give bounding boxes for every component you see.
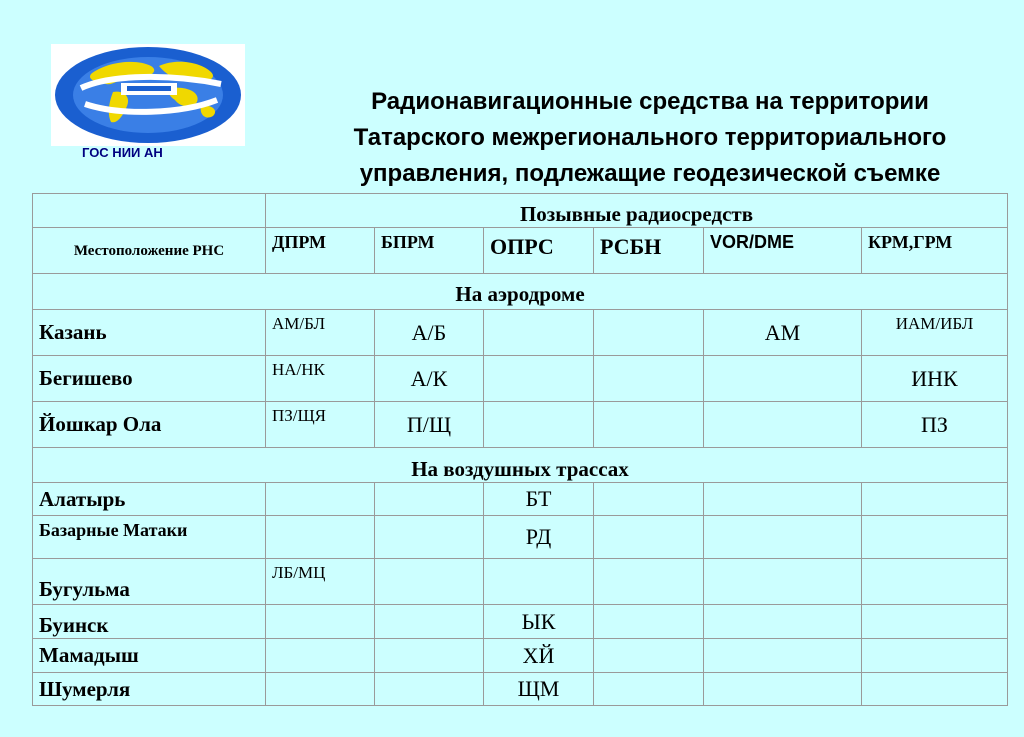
- table-cell: [484, 310, 594, 356]
- table-row: [33, 402, 1008, 448]
- location-name: Йошкар Ола: [33, 402, 266, 448]
- table-cell: ИНК: [862, 356, 1008, 402]
- table-row: [33, 483, 1008, 516]
- table-cell: [484, 559, 594, 605]
- section-row: [33, 448, 1008, 483]
- table-cell: [375, 605, 484, 639]
- location-name: Мамадыш: [33, 639, 266, 673]
- table-row: [33, 639, 1008, 673]
- column-header-oprs: ОПРС: [484, 228, 594, 274]
- table-cell: ПЗ/ЩЯ: [266, 402, 375, 448]
- table-cell: [594, 516, 704, 559]
- table-row: [33, 310, 1008, 356]
- table-cell: П/Щ: [375, 402, 484, 448]
- section-row: [33, 274, 1008, 310]
- navaids-table: [32, 193, 1008, 706]
- column-header-krm-grm: КРМ,ГРМ: [862, 228, 1008, 274]
- table-row: [33, 356, 1008, 402]
- column-header-bprm: БПРМ: [375, 228, 484, 274]
- table-cell: [704, 673, 862, 706]
- table-cell: [862, 559, 1008, 605]
- location-name: Бегишево: [33, 356, 266, 402]
- table-cell: [594, 356, 704, 402]
- table-cell: [375, 516, 484, 559]
- page-title: [300, 84, 1000, 192]
- table-cell: [704, 516, 862, 559]
- section-title-aerodrome: На аэродроме: [33, 274, 1008, 310]
- table-cell: [33, 194, 266, 228]
- location-name: Буинск: [33, 605, 266, 639]
- table-cell: РД: [484, 516, 594, 559]
- table-cell: [266, 483, 375, 516]
- table-cell: [266, 673, 375, 706]
- table-header-row: [33, 228, 1008, 274]
- table-cell: [704, 483, 862, 516]
- table-cell: [375, 639, 484, 673]
- table-cell: [862, 516, 1008, 559]
- column-header-dprm: ДПРМ: [266, 228, 375, 274]
- table-cell: [266, 639, 375, 673]
- table-cell: [484, 402, 594, 448]
- table-row: [33, 516, 1008, 559]
- column-header-vor-dme: VOR/DME: [704, 228, 862, 274]
- table-row: [33, 605, 1008, 639]
- table-cell: [594, 310, 704, 356]
- title-line-2: Татарского межрегионального территориального: [353, 124, 947, 151]
- table-cell: [704, 356, 862, 402]
- table-cell: БТ: [484, 483, 594, 516]
- table-row: [33, 559, 1008, 605]
- location-name: Алатырь: [33, 483, 266, 516]
- table-cell: ХЙ: [484, 639, 594, 673]
- location-name: Базарные Матаки: [33, 516, 266, 559]
- table-cell: [375, 483, 484, 516]
- table-cell: АМ/БЛ: [266, 310, 375, 356]
- table-row: [33, 194, 1008, 228]
- table-cell: [266, 605, 375, 639]
- logo: [51, 44, 245, 146]
- table-cell: [704, 605, 862, 639]
- table-cell: [862, 605, 1008, 639]
- table-cell: [594, 605, 704, 639]
- table-cell: [704, 402, 862, 448]
- globe-logo-icon: [51, 44, 245, 146]
- logo-caption: ГОС НИИ АН: [82, 145, 163, 160]
- table-cell: А/К: [375, 356, 484, 402]
- table-cell: [375, 559, 484, 605]
- table-cell: [594, 483, 704, 516]
- location-header: Местоположение РНС: [33, 228, 266, 274]
- table-cell: А/Б: [375, 310, 484, 356]
- location-name: Бугульма: [33, 559, 266, 605]
- table-cell: ЫК: [484, 605, 594, 639]
- table-cell: [594, 673, 704, 706]
- table-cell: ИАМ/ИБЛ: [862, 310, 1008, 356]
- table-cell: НА/НК: [266, 356, 375, 402]
- column-header-rsbn: РСБН: [594, 228, 704, 274]
- table-cell: [862, 483, 1008, 516]
- table-cell: [594, 559, 704, 605]
- callsigns-header: Позывные радиосредств: [266, 194, 1008, 228]
- table-cell: [594, 402, 704, 448]
- table-cell: АМ: [704, 310, 862, 356]
- table-row: [33, 673, 1008, 706]
- title-line-1: Радионавигационные средства на территории: [371, 88, 929, 115]
- table-cell: ЩМ: [484, 673, 594, 706]
- section-title-airways: На воздушных трассах: [33, 448, 1008, 483]
- table-cell: ПЗ: [862, 402, 1008, 448]
- table-cell: [375, 673, 484, 706]
- table-cell: [594, 639, 704, 673]
- table-cell: [484, 356, 594, 402]
- table-cell: [704, 639, 862, 673]
- title-line-3: управления, подлежащие геодезической съемке: [359, 160, 941, 187]
- table-cell: [266, 516, 375, 559]
- table-cell: [862, 673, 1008, 706]
- location-name: Шумерля: [33, 673, 266, 706]
- location-name: Казань: [33, 310, 266, 356]
- table-cell: [862, 639, 1008, 673]
- table-cell: ЛБ/МЦ: [266, 559, 375, 605]
- table-cell: [704, 559, 862, 605]
